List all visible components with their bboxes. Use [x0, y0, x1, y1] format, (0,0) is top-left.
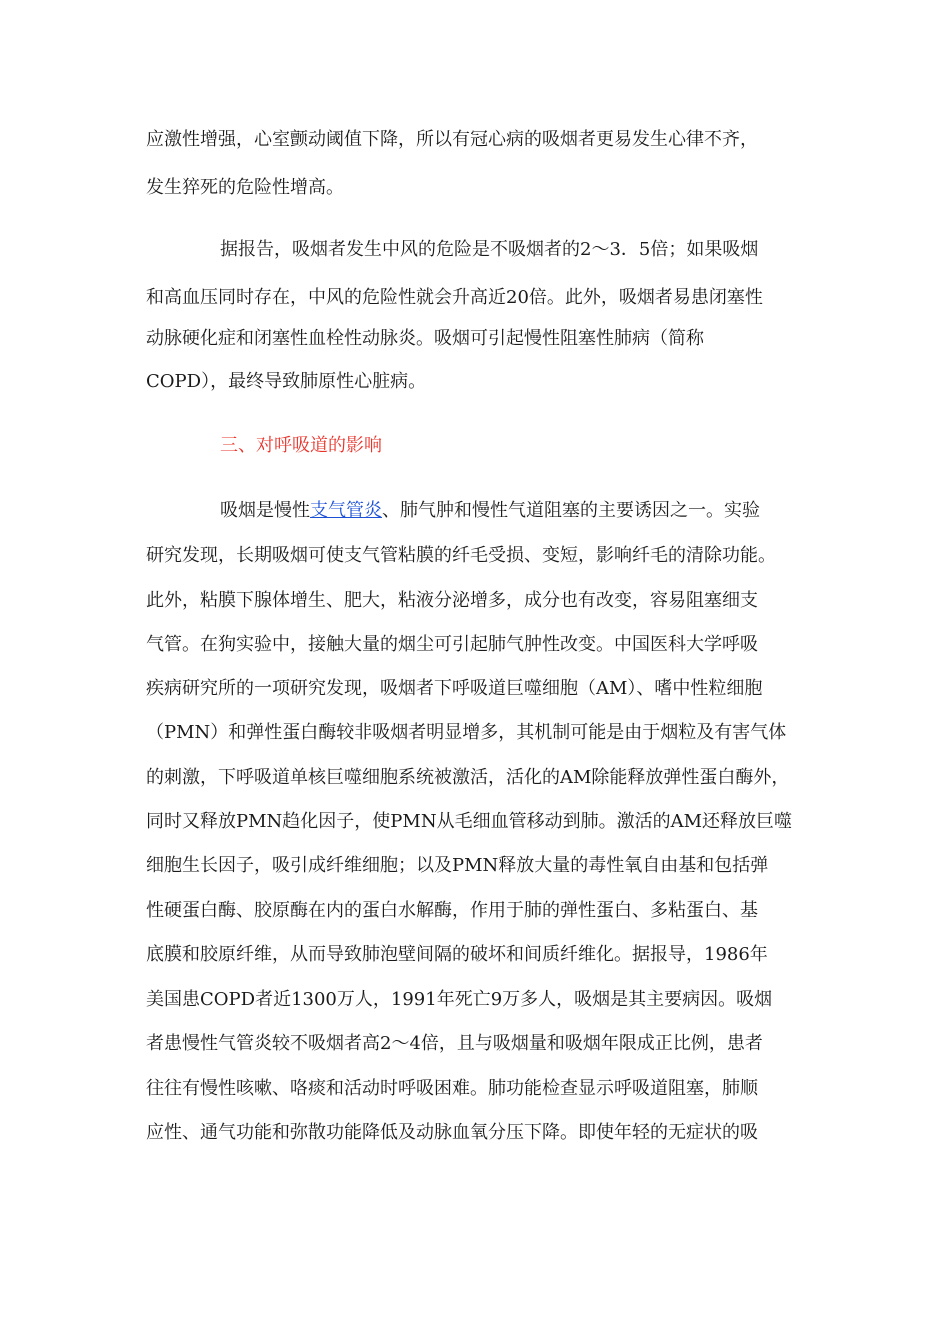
- bronchitis-link[interactable]: 支气管炎: [310, 500, 382, 521]
- text-line: 的刺激，下呼吸道单核巨噬细胞系统被激活，活化的AM除能释放弹性蛋白酶外，: [146, 767, 790, 788]
- text-line: 底膜和胶原纤维，从而导致肺泡壁间隔的破坏和间质纤维化。据报导，1986年: [146, 944, 768, 965]
- section-heading: 三、对呼吸道的影响: [220, 435, 382, 456]
- text-line: 应性、通气功能和弥散功能降低及动脉血氧分压下降。即使年轻的无症状的吸: [146, 1122, 758, 1143]
- text-line: 气管。在狗实验中，接触大量的烟尘可引起肺气肿性改变。中国医科大学呼吸: [146, 634, 758, 655]
- text-segment: 、肺气肿和慢性气道阻塞的主要诱因之一。实验: [382, 500, 760, 521]
- text-line: 据报告，吸烟者发生中风的危险是不吸烟者的2～3．5倍；如果吸烟: [220, 239, 759, 260]
- text-line: 发生猝死的危险性增高。: [146, 177, 344, 198]
- text-line: 和高血压同时存在，中风的危险性就会升高近20倍。此外，吸烟者易患闭塞性: [146, 287, 763, 308]
- text-line: 此外，粘膜下腺体增生、肥大，粘液分泌增多，成分也有改变，容易阻塞细支: [146, 590, 758, 611]
- text-line: COPD），最终导致肺原性心脏病。: [146, 371, 427, 392]
- text-line: 细胞生长因子，吸引成纤维细胞；以及PMN释放大量的毒性氧自由基和包括弹: [146, 855, 769, 876]
- text-segment: 吸烟是慢性: [220, 500, 310, 521]
- text-line: [220, 499, 760, 523]
- text-line: 性硬蛋白酶、胶原酶在内的蛋白水解酶，作用于肺的弹性蛋白、多粘蛋白、基: [146, 900, 758, 921]
- text-line: 者患慢性气管炎较不吸烟者高2～4倍，且与吸烟量和吸烟年限成正比例，患者: [146, 1033, 763, 1054]
- text-line: 美国患COPD者近1300万人，1991年死亡9万多人，吸烟是其主要病因。吸烟: [146, 989, 773, 1010]
- text-line: 疾病研究所的一项研究发现，吸烟者下呼吸道巨噬细胞（AM）、嗜中性粒细胞: [146, 678, 763, 699]
- text-line: 应激性增强，心室颤动阈值下降，所以有冠心病的吸烟者更易发生心律不齐，: [146, 129, 758, 150]
- text-line: 动脉硬化症和闭塞性血栓性动脉炎。吸烟可引起慢性阻塞性肺病（简称: [146, 328, 704, 349]
- text-line: （PMN）和弹性蛋白酶较非吸烟者明显增多，其机制可能是由于烟粒及有害气体: [146, 722, 787, 743]
- text-line: 同时又释放PMN趋化因子，使PMN从毛细血管移动到肺。激活的AM还释放巨噬: [146, 811, 793, 832]
- text-line: 研究发现，长期吸烟可使支气管粘膜的纤毛受损、变短，影响纤毛的清除功能。: [146, 545, 776, 566]
- text-line: 往往有慢性咳嗽、咯痰和活动时呼吸困难。肺功能检查显示呼吸道阻塞，肺顺: [146, 1078, 758, 1099]
